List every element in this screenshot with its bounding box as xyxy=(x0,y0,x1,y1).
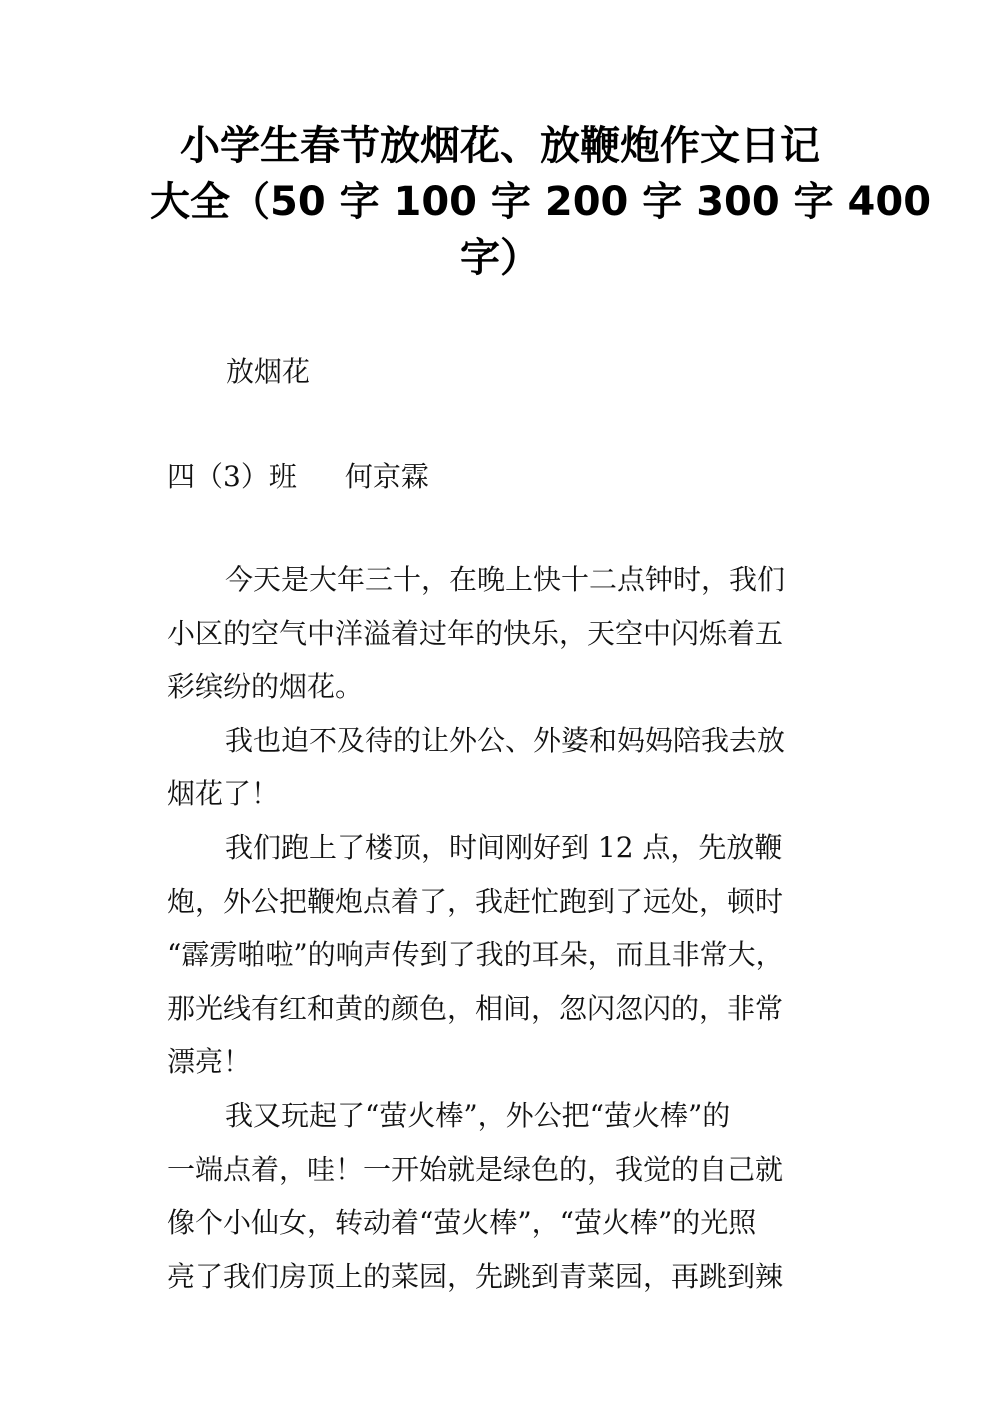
text-line: “霹雳啪啦”的响声传到了我的耳朵，而且非常大， xyxy=(167,938,784,972)
text-line: 像个小仙女，转动着“萤火棒”，“萤火棒”的光照 xyxy=(167,1206,757,1240)
text-line: 炮，外公把鞭炮点着了，我赶忙跑到了远处，顿时 xyxy=(167,884,784,918)
text-line: 那光线有红和黄的颜色，相间，忽闪忽闪的，非常 xyxy=(167,991,784,1025)
title-line: 小学生春节放烟花、放鞭炮作文日记 xyxy=(180,123,820,169)
essay-body xyxy=(167,558,847,1308)
text-line: 一端点着，哇！一开始就是绿色的，我觉的自己就 xyxy=(167,1152,784,1186)
text-line: 小区的空气中洋溢着过年的快乐，天空中闪烁着五 xyxy=(167,616,784,650)
title-line: 大全（50 字 100 字 200 字 300 字 400 xyxy=(150,179,932,225)
title-line: 字） xyxy=(460,235,540,281)
text-line: 烟花了！ xyxy=(167,777,280,811)
essay-subtitle: 放烟花 xyxy=(226,355,311,388)
text-line: 我又玩起了“萤火棒”，外公把“萤火棒”的 xyxy=(225,1098,731,1132)
text-line: 亮了我们房顶上的菜园，先跳到青菜园，再跳到辣 xyxy=(167,1259,784,1293)
text-line: 今天是大年三十，在晚上快十二点钟时，我们 xyxy=(225,563,786,596)
paragraph xyxy=(167,558,847,719)
document-title xyxy=(150,118,932,286)
byline xyxy=(167,457,429,497)
class-label: 四（3）班 xyxy=(167,460,297,493)
paragraph xyxy=(167,826,847,1094)
text-line: 我也迫不及待的让外公、外婆和妈妈陪我去放 xyxy=(225,723,786,757)
paragraph xyxy=(167,1094,847,1308)
text-line: 我们跑上了楼顶，时间刚好到 12 点，先放鞭 xyxy=(225,830,783,864)
author-name: 何京霖 xyxy=(344,460,429,493)
paragraph xyxy=(167,719,847,826)
text-line: 彩缤纷的烟花。 xyxy=(167,670,364,704)
text-line: 漂亮！ xyxy=(167,1045,252,1079)
